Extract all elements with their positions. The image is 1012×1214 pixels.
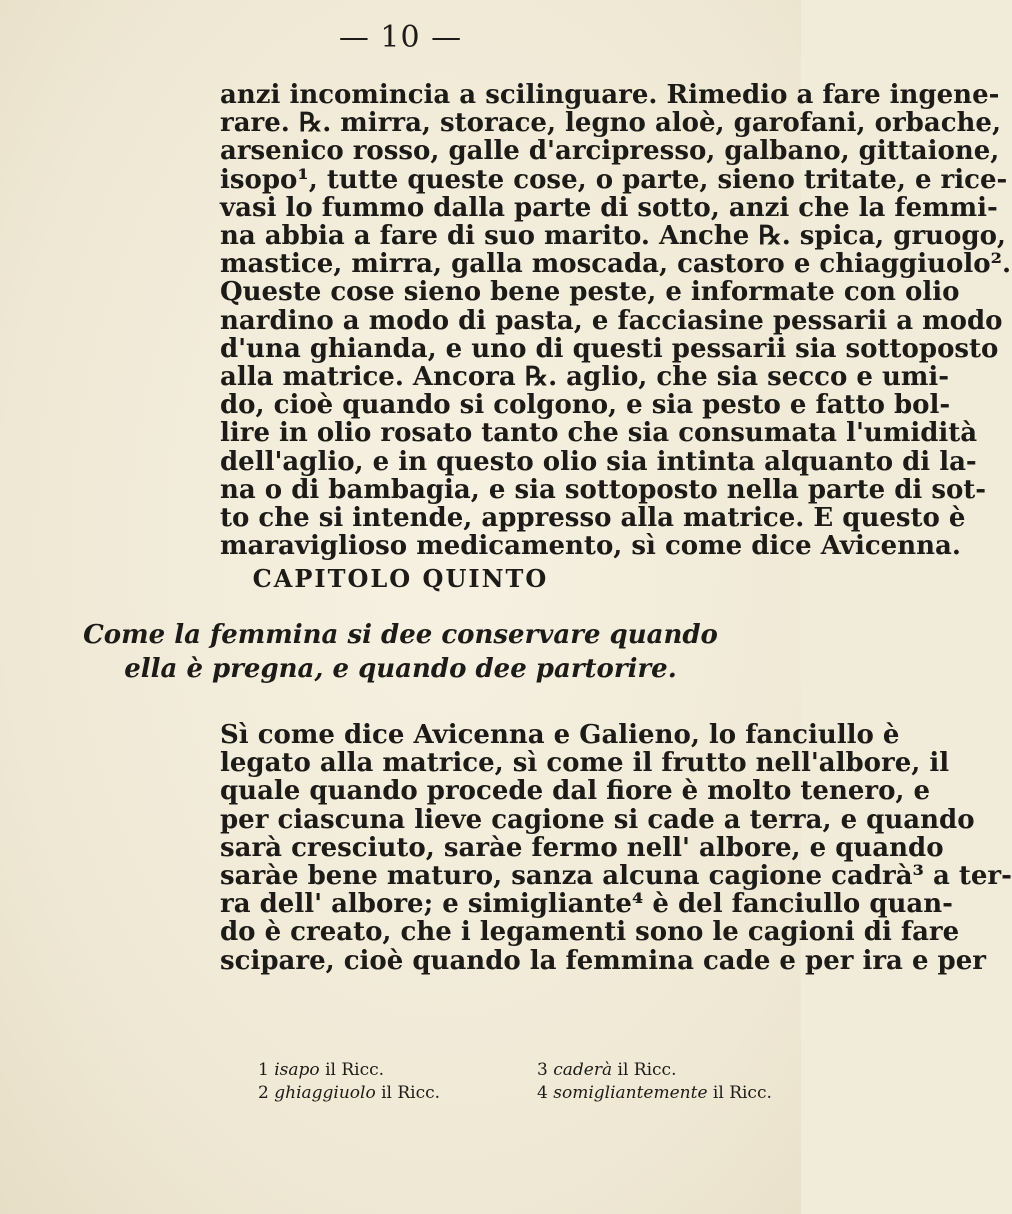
text-line: scipare, cioè quando la femmina cade e per ira e per: [220, 945, 986, 976]
text-line: do è creato, che i legamenti sono le cagioni di fare: [220, 917, 960, 948]
text-line: sarà cresciuto, saràe fermo nell' albore, e quando: [220, 832, 944, 863]
footnote-4: 4 somigliantemente il Ricc.: [537, 1083, 772, 1103]
text-line: dell'aglio, e in questo olio sia intinta alquanto di la-: [220, 446, 977, 477]
text-line: na o di bambagia, e sia sottoposto nella parte di sot-: [220, 474, 987, 505]
text-line: d'una ghianda, e uno di questi pessarii sia sottoposto: [220, 333, 999, 364]
text-line: mastice, mirra, galla moscada, castoro e chiaggiuolo².: [220, 249, 1012, 280]
text-line: do, cioè quando si colgono, e sia pesto e fatto bol-: [220, 390, 951, 421]
footnote-2: 2 ghiaggiuolo il Ricc.: [258, 1083, 441, 1103]
footnote-1: 1 isapo il Ricc.: [258, 1060, 385, 1080]
text-line: to che si intende, appresso alla matrice. E questo è: [220, 503, 966, 533]
text-line: legato alla matrice, sì come il frutto nell'albore, il: [220, 748, 950, 779]
chapter-subtitle-line: Come la femmina si dee conservare quando: [83, 620, 718, 650]
text-line: alla matrice. Ancora ℞. aglio, che sia secco e umi-: [220, 362, 950, 392]
text-line: anzi incomincia a scilinguare. Rimedio a fare ingene-: [220, 80, 1000, 110]
chapter-heading: CAPITOLO QUINTO: [252, 564, 549, 593]
text-line: Queste cose sieno bene peste, e informate con olio: [220, 277, 960, 308]
text-line: isopo¹, tutte queste cose, o parte, sieno tritate, e rice-: [220, 164, 1008, 195]
text-line: saràe bene maturo, sanza alcuna cagione cadrà³ a ter-: [220, 861, 1012, 891]
text-line: quale quando procede dal fiore è molto tenero, e: [220, 776, 931, 807]
text-line: nardino a modo di pasta, e facciasine pessarii a modo: [220, 305, 1003, 336]
page-number: — 10 —: [338, 20, 463, 55]
text-line: na abbia a fare di suo marito. Anche ℞. spica, gruogo,: [220, 221, 1006, 251]
text-line: per ciascuna lieve cagione si cade a terra, e quando: [220, 804, 975, 835]
text-line: arsenico rosso, galle d'arcipresso, galbano, gittaione,: [220, 136, 1000, 167]
footnote-3: 3 caderà il Ricc.: [537, 1060, 677, 1080]
text-line: maraviglioso medicamento, sì come dice Avicenna.: [220, 531, 961, 562]
text-line: ra dell' albore; e simigliante⁴ è del fanciullo quan-: [220, 889, 953, 920]
text-line: Sì come dice Avicenna e Galieno, lo fanciullo è: [220, 720, 900, 750]
text-line: vasi lo fummo dalla parte di sotto, anzi che la femmi-: [220, 192, 998, 223]
chapter-subtitle-line: ella è pregna, e quando dee partorire.: [124, 654, 677, 684]
text-line: rare. ℞. mirra, storace, legno aloè, garofani, orbache,: [220, 108, 1002, 139]
text-line: lire in olio rosato tanto che sia consumata l'umidità: [220, 418, 978, 449]
